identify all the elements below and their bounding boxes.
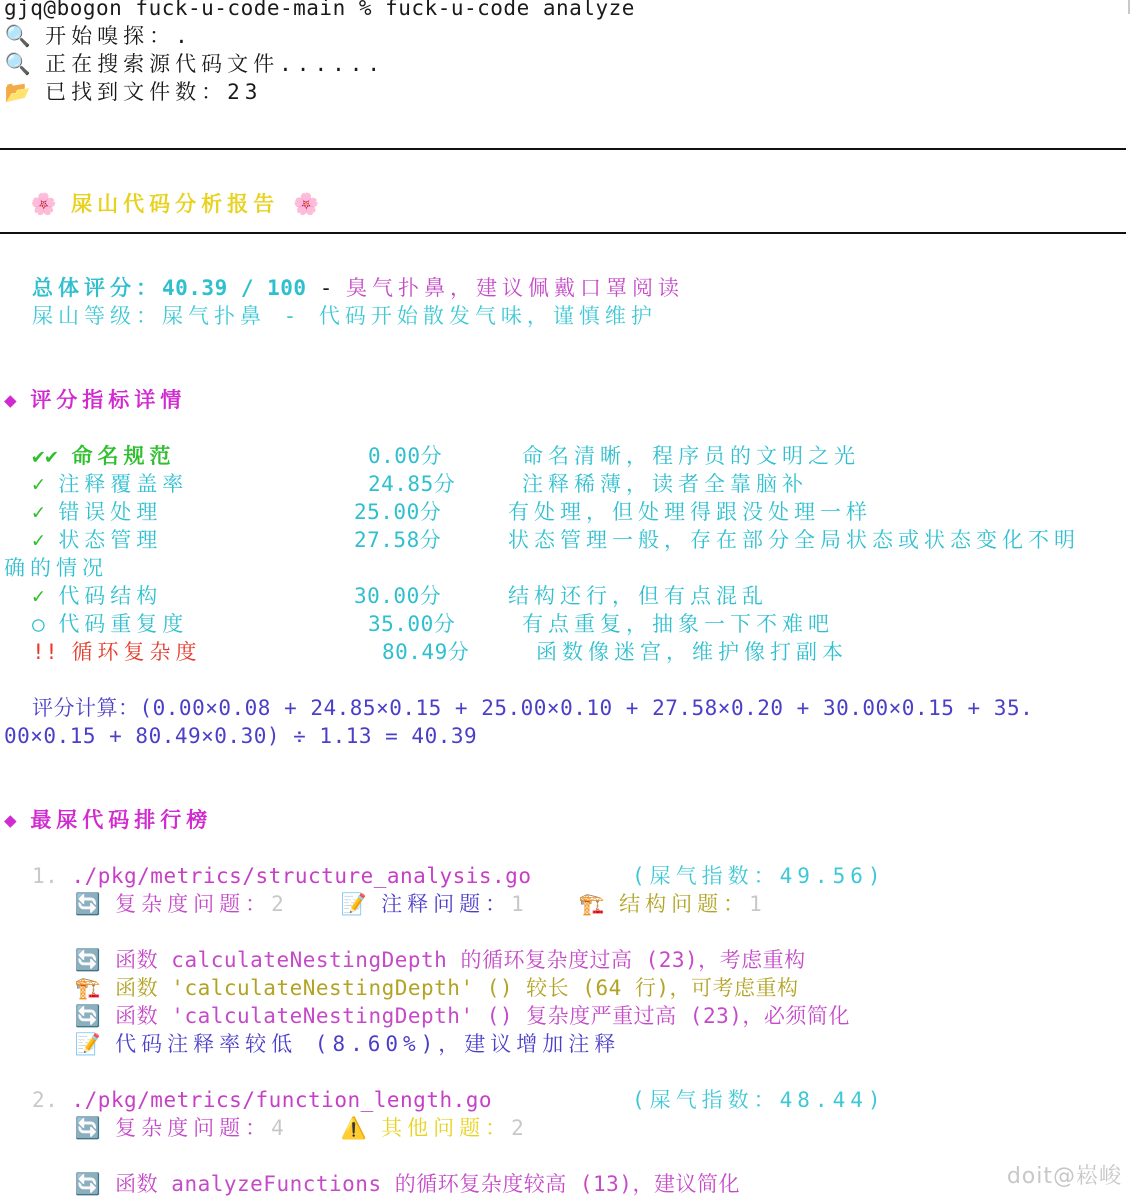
metric-name: 状态管理 [58,528,163,552]
smell-index: (屎气指数：49.56) [632,864,886,888]
check-icon: ✓ [32,472,46,496]
summary-label: 复杂度问题： [115,1116,272,1140]
memo-icon: 📝 [340,892,368,916]
file-path: ./pkg/metrics/function_length.go [71,1088,493,1112]
found-line [4,78,262,106]
watermark: doit@崧峻 [1006,1164,1122,1189]
metric-score: 30.00分 [354,584,442,608]
issue-summary [74,1114,284,1142]
overall-dash: - [306,276,347,300]
memo-icon: 📝 [74,1032,102,1056]
issue-item [74,946,806,974]
folder-icon: 📂 [4,80,32,104]
issue-item [74,974,799,1002]
summary-count: 1 [511,892,525,916]
found-text: 已找到文件数：23 [45,80,263,104]
metric-score: 0.00分 [368,444,443,468]
issue-item [74,1170,740,1198]
metric-row [32,498,162,526]
ranking-heading [4,806,212,834]
summary-label: 结构问题： [619,892,750,916]
overall-score-line [32,274,684,302]
cycle-icon: 🔄 [74,1172,102,1196]
metric-score: 80.49分 [382,640,470,664]
metric-name: 代码重复度 [58,612,189,636]
issue-summary [74,890,284,918]
command-line: gjq@bogon fuck-u-code-main % fuck-u-code analyze [4,0,635,20]
metric-score: 27.58分 [354,528,442,552]
metric-row [32,638,201,666]
issue-text: 代码注释率较低 (8.60%)，建议增加注释 [115,1032,621,1056]
summary-label: 复杂度问题： [115,892,272,916]
metric-comment: 注释稀薄，读者全靠脑补 [522,472,808,496]
divider-bottom [0,232,1126,234]
double-check-icon: ✔✔ [32,444,59,468]
metric-score: 25.00分 [354,500,442,524]
start-line [4,22,193,50]
metric-comment: 有处理，但处理得跟没处理一样 [508,500,872,524]
divider-top [0,148,1126,150]
searching-text: 正在搜索源代码文件...... [45,52,386,76]
metric-comment: 函数像迷宫，维护像打副本 [536,640,848,664]
construction-crane-icon: 🏗️ [578,892,606,916]
issue-item [74,1002,850,1030]
overall-label: 总体评分： [32,276,162,300]
diamond-icon: ◆ [4,388,18,412]
metric-name: 错误处理 [58,500,163,524]
report-title-text: 屎山代码分析报告 [71,192,280,216]
metric-row [32,442,175,470]
issue-text: 函数 'calculateNestingDepth' () 较长 (64 行)，可考虑重构 [115,976,799,1000]
overall-comment: 臭气扑鼻，建议佩戴口罩阅读 [346,276,685,300]
summary-label: 其他问题： [381,1116,512,1140]
check-icon: ✓ [32,528,46,552]
smell-index: (屎气指数：48.44) [632,1088,886,1112]
metric-score: 35.00分 [368,612,456,636]
cycle-icon: 🔄 [74,948,102,972]
report-title [30,190,320,218]
metric-row [32,610,188,638]
metric-name: 注释覆盖率 [58,472,189,496]
metric-row [32,526,162,554]
check-icon: ✓ [32,500,46,524]
scrollbar[interactable] [1128,0,1130,14]
cherry-blossom-icon: 🌸 [292,192,320,216]
rank-number: 2. [32,1088,59,1112]
magnifier-icon: 🔍 [4,52,32,76]
metric-name: 命名规范 [71,444,176,468]
ranking-file [32,862,531,890]
metric-comment: 命名清晰，程序员的文明之光 [522,444,860,468]
cycle-icon: 🔄 [74,1116,102,1140]
alert-icon: !! [32,640,59,664]
magnifier-icon: 🔍 [4,24,32,48]
metric-name: 代码结构 [58,584,163,608]
issue-summary [340,890,524,918]
warning-icon: ⚠️ [340,1116,368,1140]
issue-item [74,1030,620,1058]
ranking-title: 最屎代码排行榜 [30,808,213,832]
issue-text: 函数 'calculateNestingDepth' () 复杂度严重过高 (23)，必须简化 [115,1004,850,1028]
metric-comment: 结构还行，但有点混乱 [508,584,768,608]
construction-crane-icon: 🏗️ [74,976,102,1000]
issue-text: 函数 calculateNestingDepth 的循环复杂度过高 (23)，考虑重构 [115,948,806,972]
summary-label: 注释问题： [381,892,512,916]
metric-comment-wrap: 确的情况 [4,556,108,580]
metric-row [32,582,162,610]
issue-summary [578,890,762,918]
cycle-icon: 🔄 [74,1004,102,1028]
score-calculation: 评分计算：(0.00×0.08 + 24.85×0.15 + 25.00×0.10 + 27.58×0.20 + 30.00×0.15 + 35. [32,696,1034,720]
summary-count: 4 [271,1116,285,1140]
metric-name: 循环复杂度 [71,640,202,664]
file-path: ./pkg/metrics/structure_analysis.go [71,864,532,888]
cherry-blossom-icon: 🌸 [30,192,58,216]
summary-count: 2 [271,892,285,916]
check-icon: ✓ [32,584,46,608]
metric-comment: 有点重复，抽象一下不难吧 [522,612,834,636]
circle-icon: ○ [32,612,46,636]
metric-comment: 状态管理一般，存在部分全局状态或状态变化不明 [508,528,1080,552]
ranking-file [32,1086,492,1114]
cycle-icon: 🔄 [74,892,102,916]
summary-count: 2 [511,1116,525,1140]
metric-score: 24.85分 [368,472,456,496]
summary-count: 1 [749,892,763,916]
metric-row [32,470,188,498]
score-calculation-wrap: 00×0.15 + 80.49×0.30) ÷ 1.13 = 40.39 [4,724,478,748]
metrics-title: 评分指标详情 [30,388,187,412]
diamond-icon: ◆ [4,808,18,832]
searching-line [4,50,385,78]
issue-text: 函数 analyzeFunctions 的循环复杂度较高 (13)，建议简化 [115,1172,740,1196]
rank-number: 1. [32,864,59,888]
issue-summary [340,1114,524,1142]
metrics-heading [4,386,186,414]
start-text: 开始嗅探：. [45,24,193,48]
overall-score: 40.39 / 100 [162,276,307,300]
level-line: 屎山等级：屎气扑鼻 - 代码开始散发气味，谨慎维护 [32,304,657,328]
